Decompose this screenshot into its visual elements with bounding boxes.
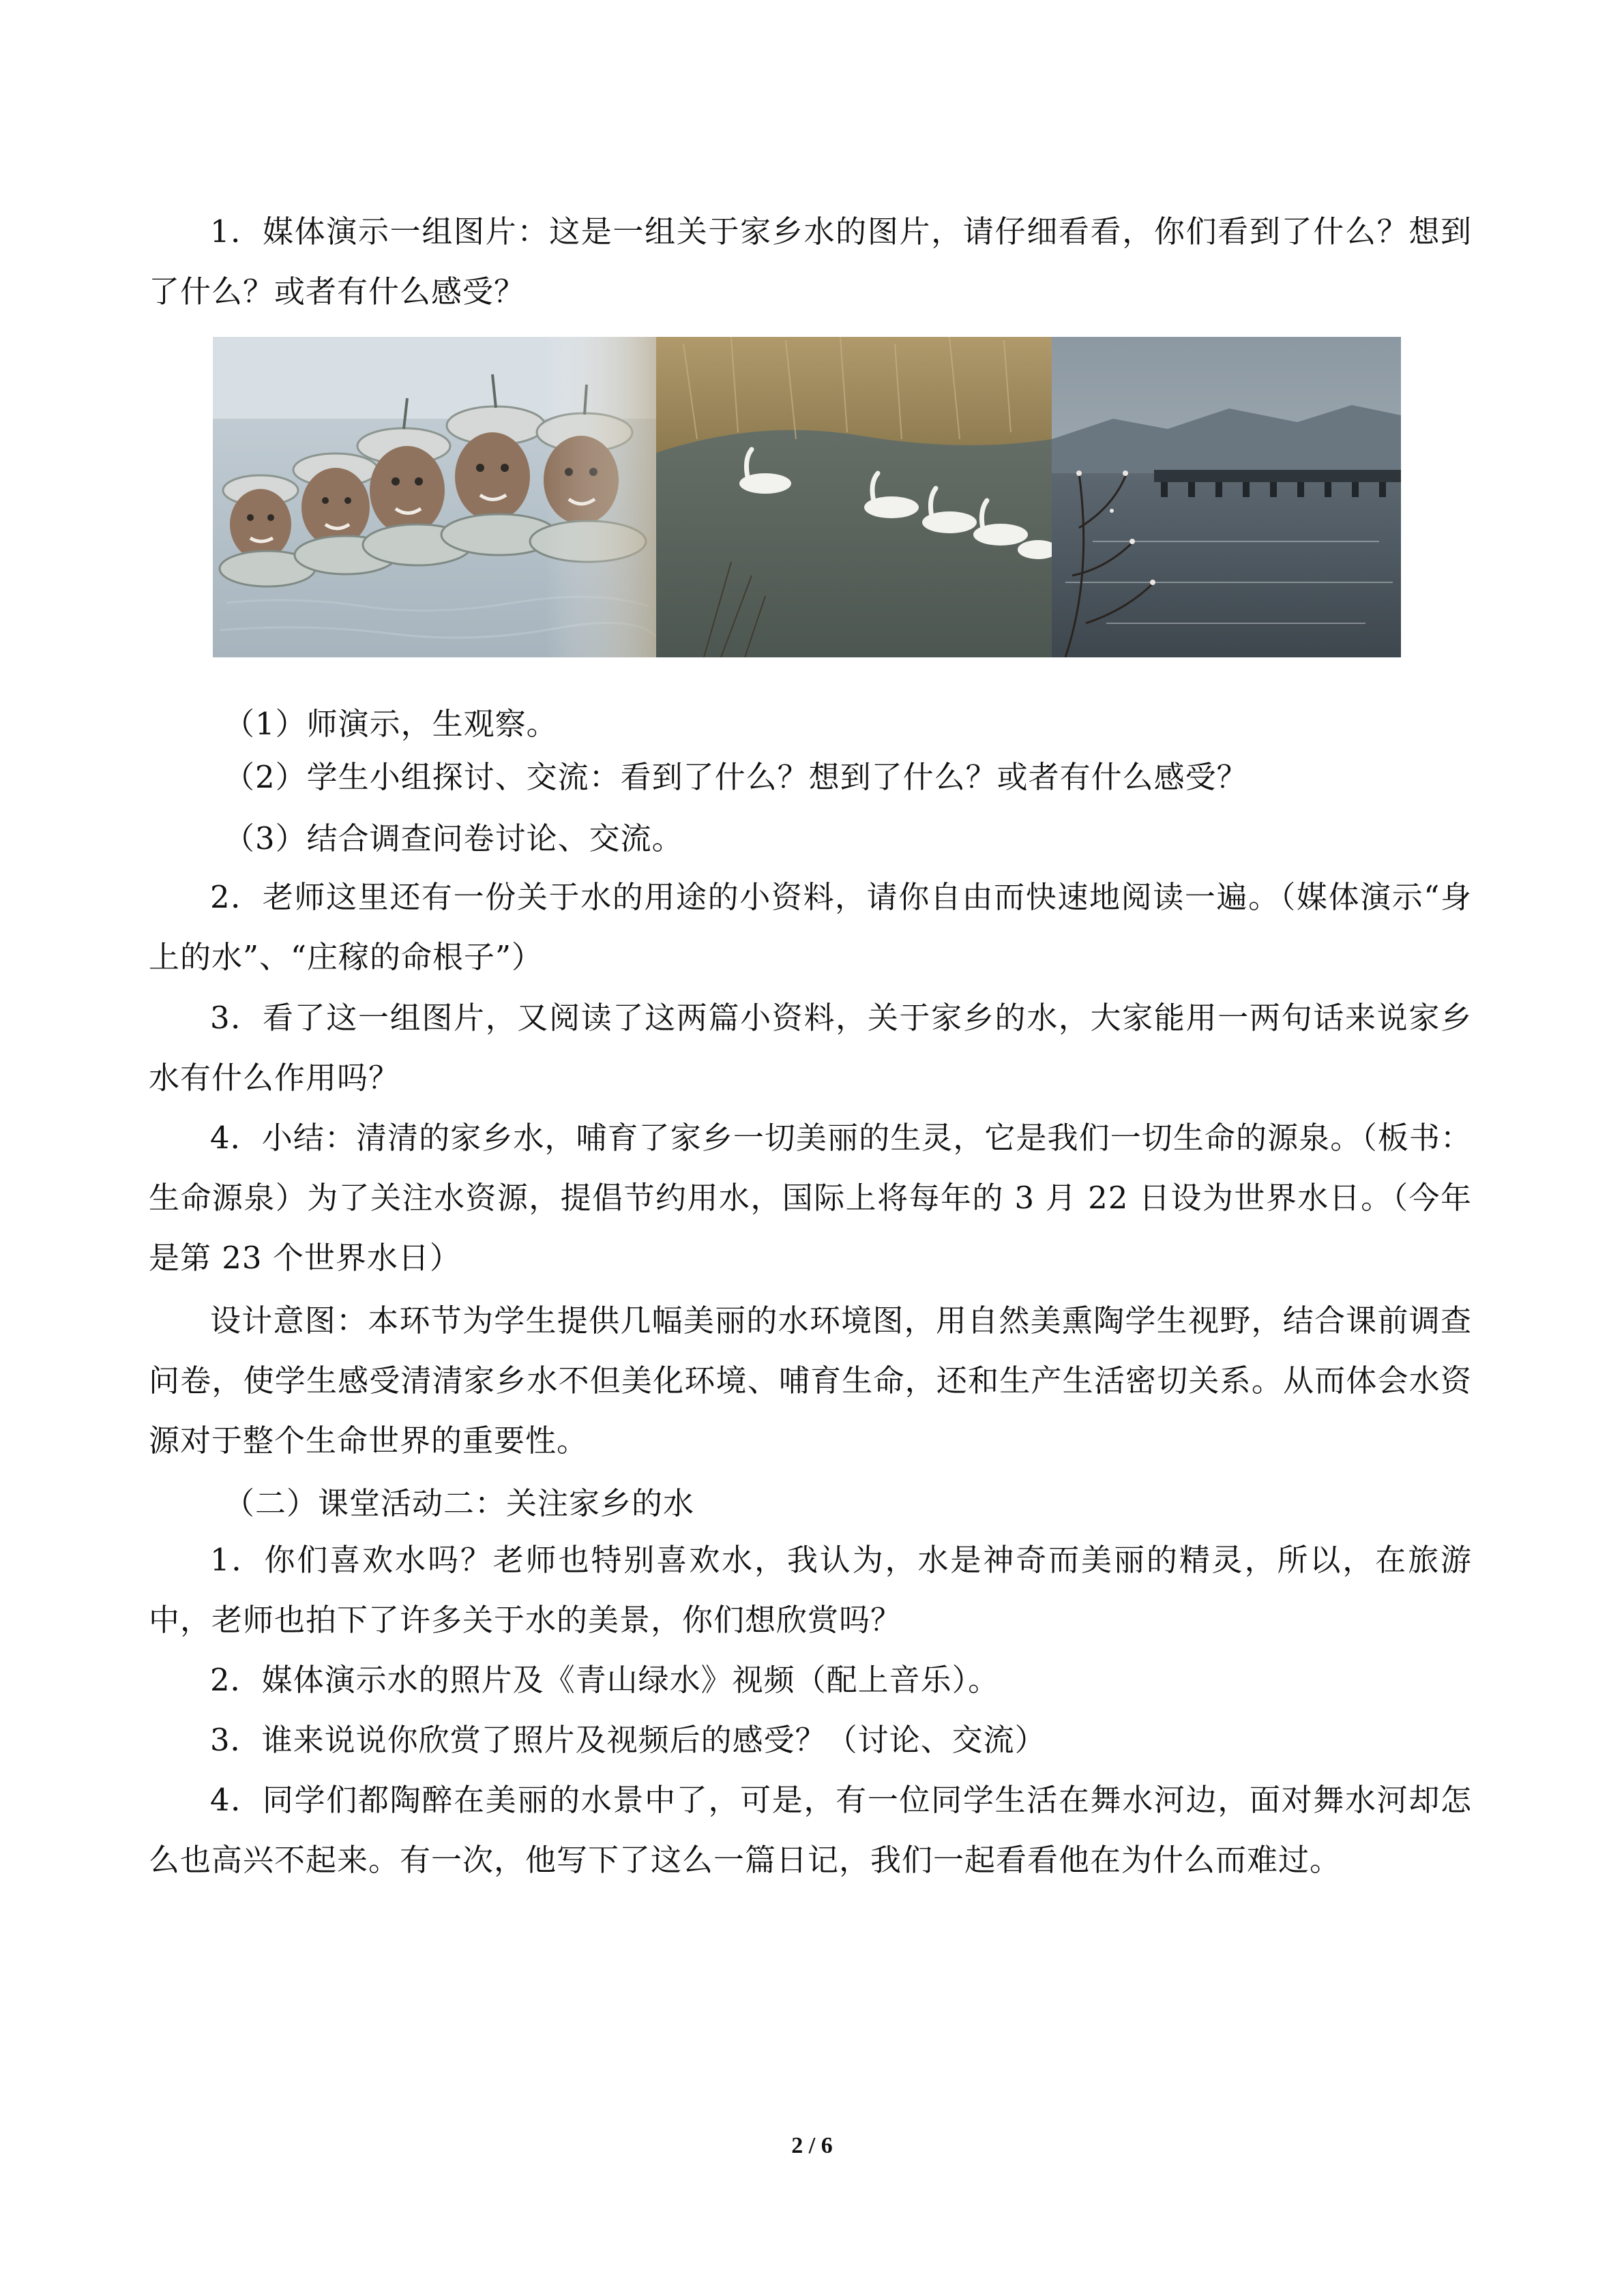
paragraph-10: 1．你们喜欢水吗？老师也特别喜欢水，我认为，水是神奇而美丽的精灵，所以，在旅游中，老师也拍下了许多关于水的美景，你们想欣赏吗？ (149, 1542, 1472, 1638)
paragraph-5: 2．老师这里还有一份关于水的用途的小资料，请你自由而快速地阅读一遍。（媒体演示“身上的水”、“庄稼的命根子”） (149, 879, 1472, 975)
paragraph-8: 设计意图：本环节为学生提供几幅美丽的水环境图，用自然美熏陶学生视野，结合课前调查问卷，使学生感受清清家乡水不但美化环境、哺育生命，还和生产生活密切关系。从而体会水资源对于整个生命世界的重要性。 (149, 1302, 1472, 1459)
paragraph-7: 4．小结：清清的家乡水，哺育了家乡一切美丽的生灵，它是我们一切生命的源泉。（板书：生命源泉）为了关注水资源，提倡节约用水，国际上将每年的 3 月 22 日设为世界水日。（今年是第 23 个世界水日） (149, 1120, 1472, 1276)
page-number: 2 / 6 (791, 2133, 833, 2158)
paragraph-9: （二）课堂活动二：关注家乡的水 (224, 1485, 695, 1521)
paragraph-2: （1）师演示，生观察。 (224, 706, 558, 742)
photo-children-in-water (213, 337, 656, 657)
photo-dam-on-river (1052, 337, 1401, 657)
paragraph-4: （3）结合调查问卷讨论、交流。 (224, 820, 683, 856)
paragraph-11: 2．媒体演示水的照片及《青山绿水》视频（配上音乐）。 (210, 1662, 1000, 1698)
photo-swans-on-lake (656, 337, 1052, 657)
paragraph-13: 4．同学们都陶醉在美丽的水景中了，可是，有一位同学生活在舞水河边，面对舞水河却怎么也高兴不起来。有一次，他写下了这么一篇日记，我们一起看看他在为什么而难过。 (149, 1782, 1472, 1878)
paragraph-3: （2）学生小组探讨、交流：看到了什么？想到了什么？或者有什么感受？ (224, 759, 1248, 795)
photo-collage (213, 337, 1401, 657)
paragraph-12: 3．谁来说说你欣赏了照片及视频后的感受？（讨论、交流） (210, 1722, 1046, 1758)
paragraph-1: 1．媒体演示一组图片：这是一组关于家乡水的图片，请仔细看看，你们看到了什么？想到了什么？或者有什么感受？ (149, 213, 1472, 310)
paragraph-6: 3．看了这一组图片，又阅读了这两篇小资料，关于家乡的水，大家能用一两句话来说家乡水有什么作用吗？ (149, 1000, 1472, 1096)
